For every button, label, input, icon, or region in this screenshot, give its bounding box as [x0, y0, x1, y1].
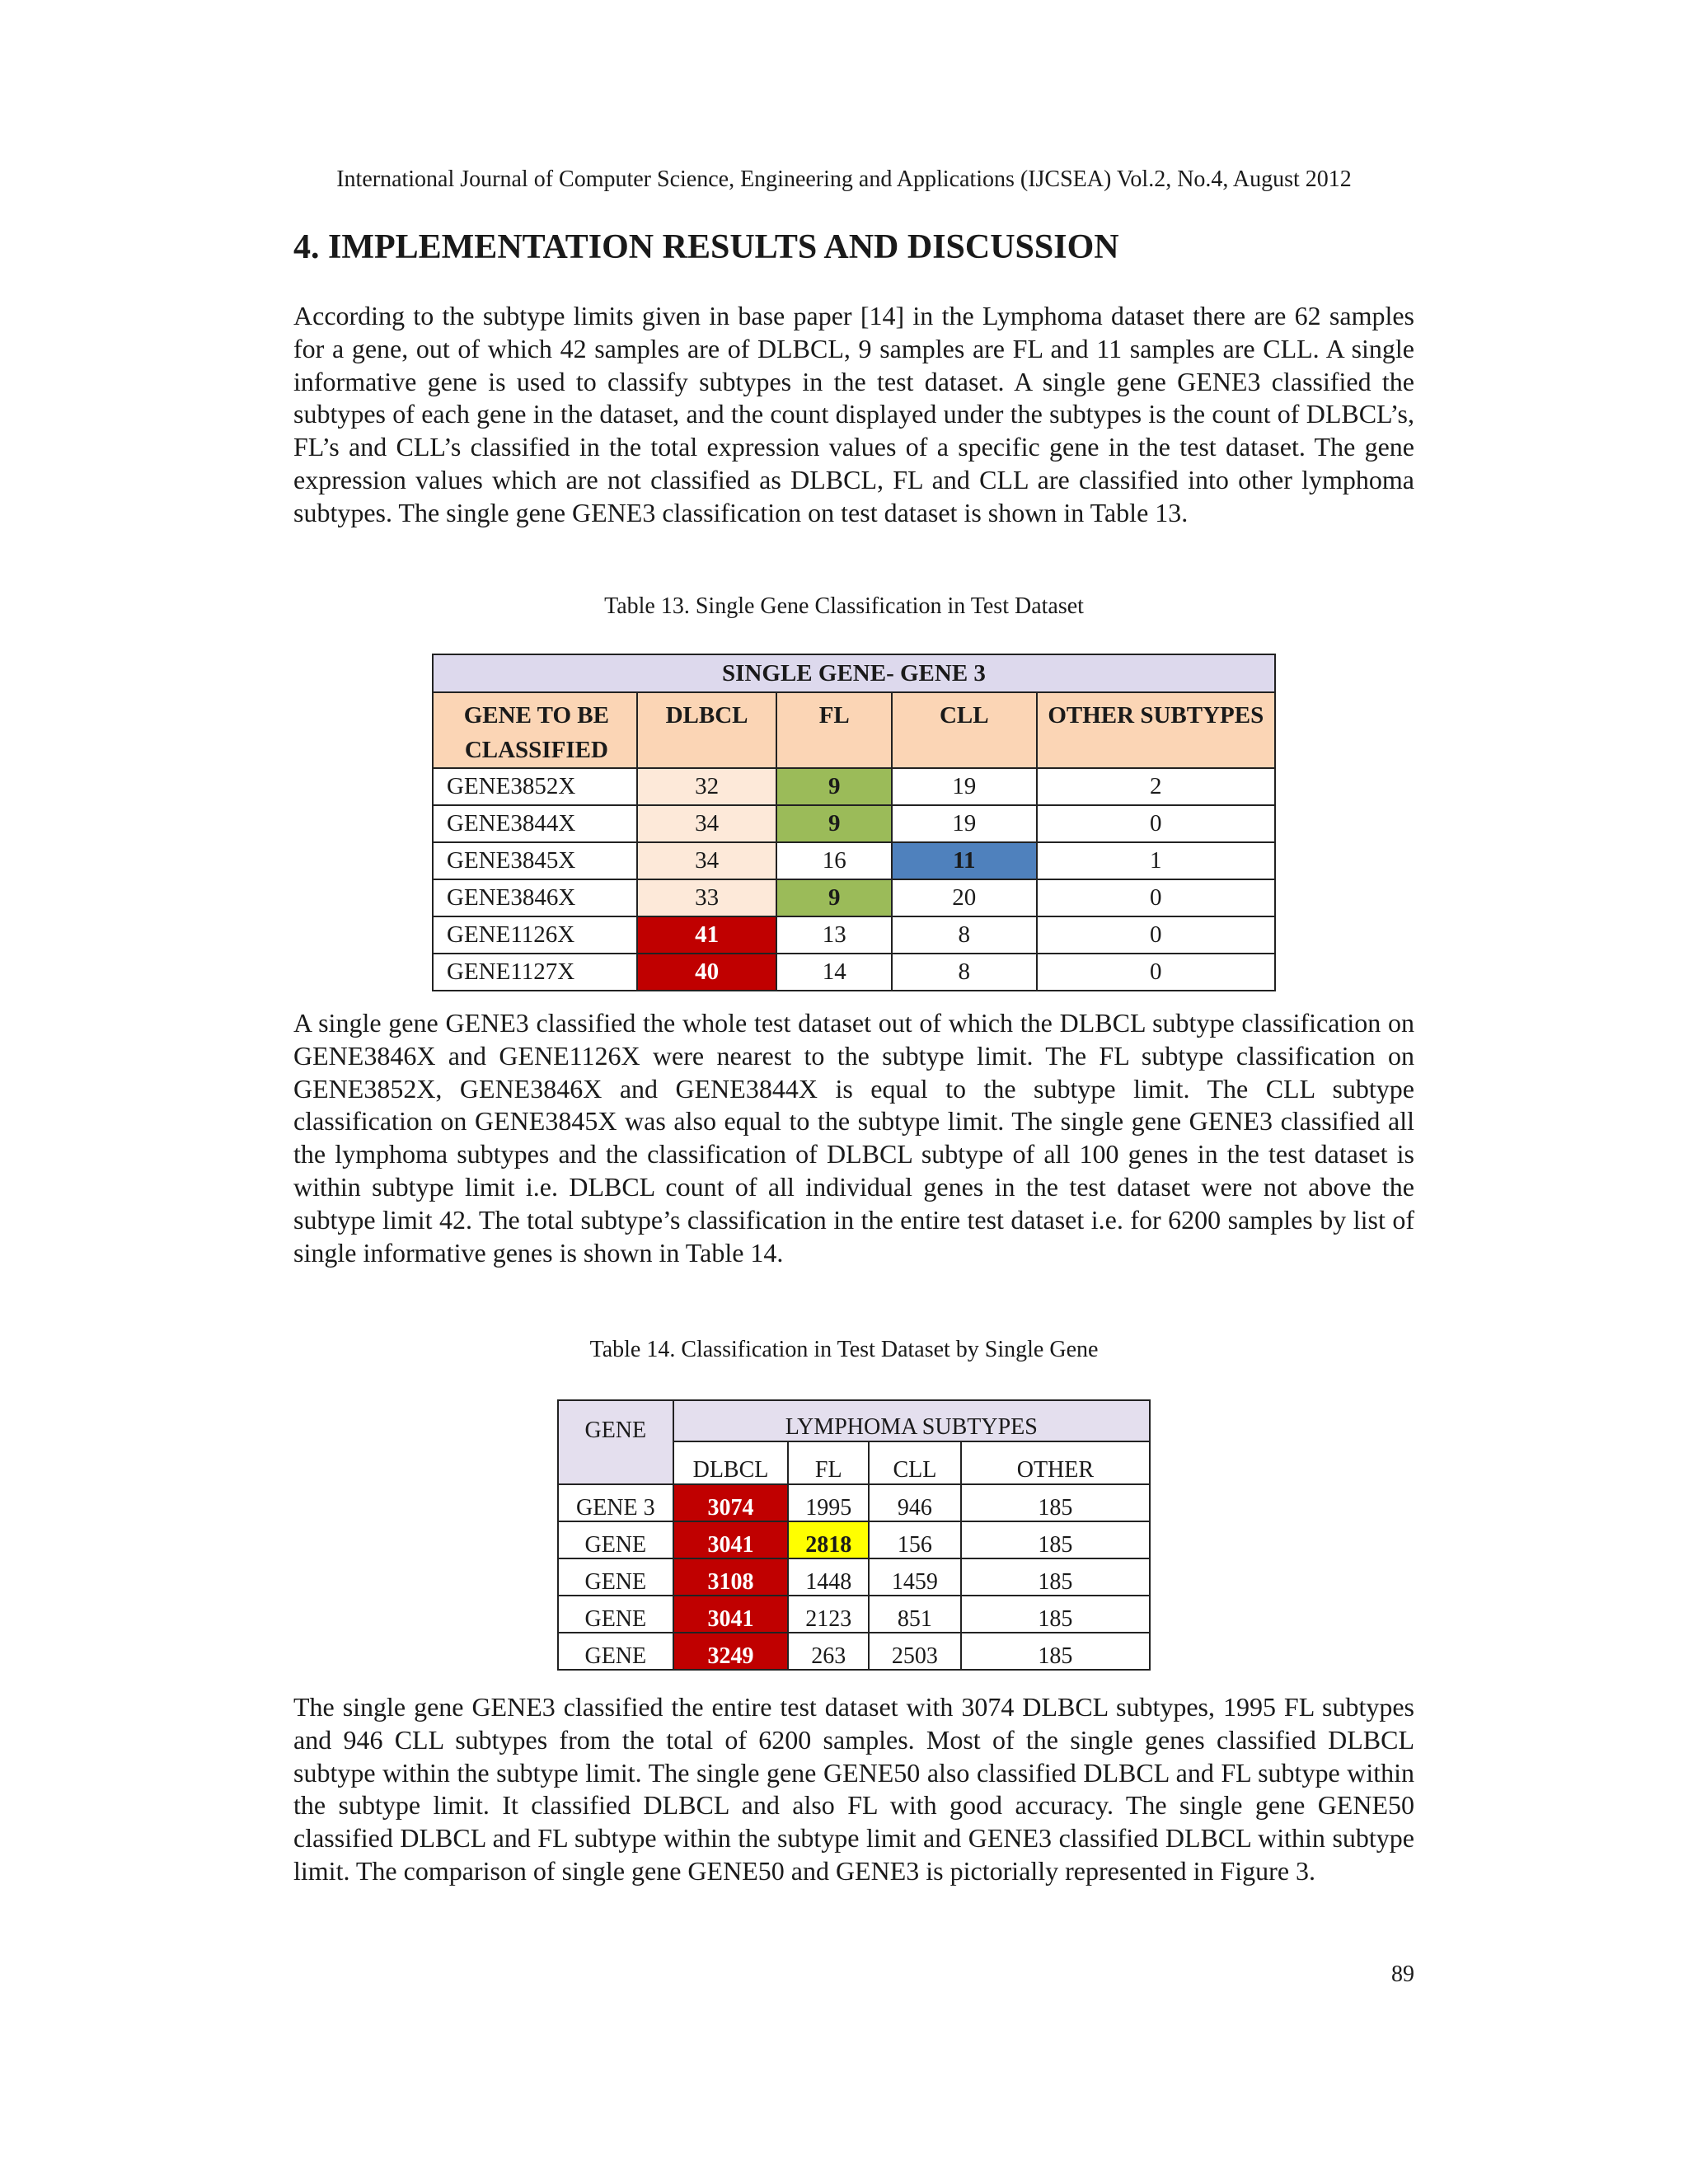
table-cell: 851: [869, 1596, 961, 1633]
table-13: [432, 654, 1276, 991]
table-cell: 13: [776, 916, 892, 954]
table-cell: 32: [637, 768, 777, 805]
table-cell: GENE1126X: [433, 916, 637, 954]
table-cell: 185: [961, 1633, 1150, 1670]
table-cell: 8: [892, 916, 1037, 954]
table-14-header-dlbcl: DLBCL: [673, 1441, 789, 1484]
table-row: [433, 916, 1275, 954]
table-cell: 33: [637, 879, 777, 916]
table-cell-highlight: 41: [637, 916, 777, 954]
table-14-header-other: OTHER: [961, 1441, 1150, 1484]
table-14-header-cll: CLL: [869, 1441, 961, 1484]
table-cell: 185: [961, 1596, 1150, 1633]
table-cell: 1: [1037, 842, 1275, 879]
table-cell: 185: [961, 1484, 1150, 1521]
table-row: [558, 1596, 1150, 1633]
table-cell: 263: [788, 1633, 869, 1670]
paragraph-conclusion: The single gene GENE3 classified the entire test dataset with 3074 DLBCL subtypes, 1995 FL subtypes and 946 CLL subtypes from the total of 6200 samples. Most of the single genes classified DLBCL subtype within the subtype limit. The single gene GENE50 also classified DLBCL and FL subtype within the subtype limit. It classified DLBCL and also FL with good accuracy. The single gene GENE50 classified DLBCL and FL subtype within the subtype limit and GENE3 classified DLBCL within subtype limit. The comparison of single gene GENE50 and GENE3 is pictorially represented in Figure 3.: [293, 1692, 1414, 1886]
section-title: 4. IMPLEMENTATION RESULTS AND DISCUSSION: [293, 228, 1119, 266]
table-cell: 1459: [869, 1558, 961, 1596]
table-13-header-gene: GENE TO BE CLASSIFIED: [433, 692, 637, 768]
table-cell: 2503: [869, 1633, 961, 1670]
table-13-header-cll: CLL: [892, 692, 1037, 768]
paragraph-intro: According to the subtype limits given in base paper [14] in the Lymphoma dataset there are 62 samples for a gene, out of which 42 samples are of DLBCL, 9 samples are FL and 11 samples are CLL. A single informative gene is used to classify subtypes in the test dataset. A single gene GENE3 classified the subtypes of each gene in the dataset, and the count displayed under the subtypes is the count of DLBCL’s, FL’s and CLL’s classified in the total expression values of a specific gene in the test dataset. The gene expression values which are not classified as DLBCL, FL and CLL are classified into other lymphoma subtypes. The single gene GENE3 classification on test dataset is shown in Table 13.: [293, 301, 1414, 527]
table-cell-highlight: 3041: [673, 1596, 789, 1633]
table-13-header-row: [433, 692, 1275, 768]
table-row: [433, 954, 1275, 991]
table-row: [433, 805, 1275, 842]
table-cell: 156: [869, 1521, 961, 1558]
table-14-header-fl: FL: [788, 1441, 869, 1484]
table-cell: 19: [892, 805, 1037, 842]
table-cell-highlight: 3041: [673, 1521, 789, 1558]
table-cell: 8: [892, 954, 1037, 991]
table-row: [433, 768, 1275, 805]
table-14-header-subtypes: LYMPHOMA SUBTYPES: [673, 1400, 1150, 1441]
table-14-caption: Table 14. Classification in Test Dataset by Single Gene: [589, 1337, 1099, 1362]
table-cell: 2123: [788, 1596, 869, 1633]
table-cell: 0: [1037, 916, 1275, 954]
table-cell: 19: [892, 768, 1037, 805]
table-cell-highlight: 3249: [673, 1633, 789, 1670]
running-header: International Journal of Computer Science, Engineering and Applications (IJCSEA) Vol.2, No.4, August 2012: [336, 166, 1352, 192]
table-13-title-row: [433, 654, 1275, 692]
table-cell-highlight: 9: [776, 879, 892, 916]
table-cell-highlight: 3074: [673, 1484, 789, 1521]
table-row: [558, 1633, 1150, 1670]
table-14-header-gene: GENE: [558, 1400, 673, 1484]
table-cell-highlight: 3108: [673, 1558, 789, 1596]
table-cell: 0: [1037, 805, 1275, 842]
table-cell: GENE1127X: [433, 954, 637, 991]
table-cell: 946: [869, 1484, 961, 1521]
table-cell: 20: [892, 879, 1037, 916]
table-cell: GENE3844X: [433, 805, 637, 842]
table-row: [558, 1521, 1150, 1558]
table-14-group-row: [558, 1400, 1150, 1441]
table-14: [557, 1399, 1151, 1671]
table-cell: GENE 3: [558, 1484, 673, 1521]
table-cell-highlight: 40: [637, 954, 777, 991]
table-cell: 1995: [788, 1484, 869, 1521]
table-cell: GENE: [558, 1596, 673, 1633]
table-cell: GENE: [558, 1521, 673, 1558]
table-cell-highlight: 2818: [788, 1521, 869, 1558]
table-row: [558, 1558, 1150, 1596]
table-cell: 34: [637, 842, 777, 879]
table-cell: 185: [961, 1521, 1150, 1558]
table-cell: GENE3845X: [433, 842, 637, 879]
table-cell-highlight: 9: [776, 805, 892, 842]
table-13-title: SINGLE GENE- GENE 3: [433, 654, 1275, 692]
table-cell: GENE: [558, 1558, 673, 1596]
page-number: 89: [1391, 1961, 1414, 1987]
table-cell: 16: [776, 842, 892, 879]
table-cell: GENE3852X: [433, 768, 637, 805]
table-cell: 1448: [788, 1558, 869, 1596]
table-row: [433, 879, 1275, 916]
table-13-caption: Table 13. Single Gene Classification in Test Dataset: [604, 593, 1084, 619]
table-cell: 34: [637, 805, 777, 842]
table-cell: GENE3846X: [433, 879, 637, 916]
paragraph-results: A single gene GENE3 classified the whole test dataset out of which the DLBCL subtype classification on GENE3846X and GENE1126X were nearest to the subtype limit. The FL subtype classification on GENE3852X, GENE3846X and GENE3844X is equal to the subtype limit. The CLL subtype classification on GENE3845X was also equal to the subtype limit. The single gene GENE3 classified all the lymphoma subtypes and the classification of DLBCL subtype of all 100 genes in the test dataset is within subtype limit i.e. DLBCL count of all individual genes in the test dataset were not above the subtype limit 42. The total subtype’s classification in the entire test dataset i.e. for 6200 samples by list of single informative genes is shown in Table 14.: [293, 1008, 1414, 1268]
table-row: [433, 842, 1275, 879]
table-row: [558, 1484, 1150, 1521]
table-cell-highlight: 9: [776, 768, 892, 805]
table-cell: GENE: [558, 1633, 673, 1670]
table-cell: 185: [961, 1558, 1150, 1596]
table-cell-highlight: 11: [892, 842, 1037, 879]
table-13-header-other: OTHER SUBTYPES: [1037, 692, 1275, 768]
table-13-header-dlbcl: DLBCL: [637, 692, 777, 768]
table-cell: 0: [1037, 879, 1275, 916]
table-cell: 14: [776, 954, 892, 991]
table-13-header-fl: FL: [776, 692, 892, 768]
table-cell: 2: [1037, 768, 1275, 805]
table-cell: 0: [1037, 954, 1275, 991]
